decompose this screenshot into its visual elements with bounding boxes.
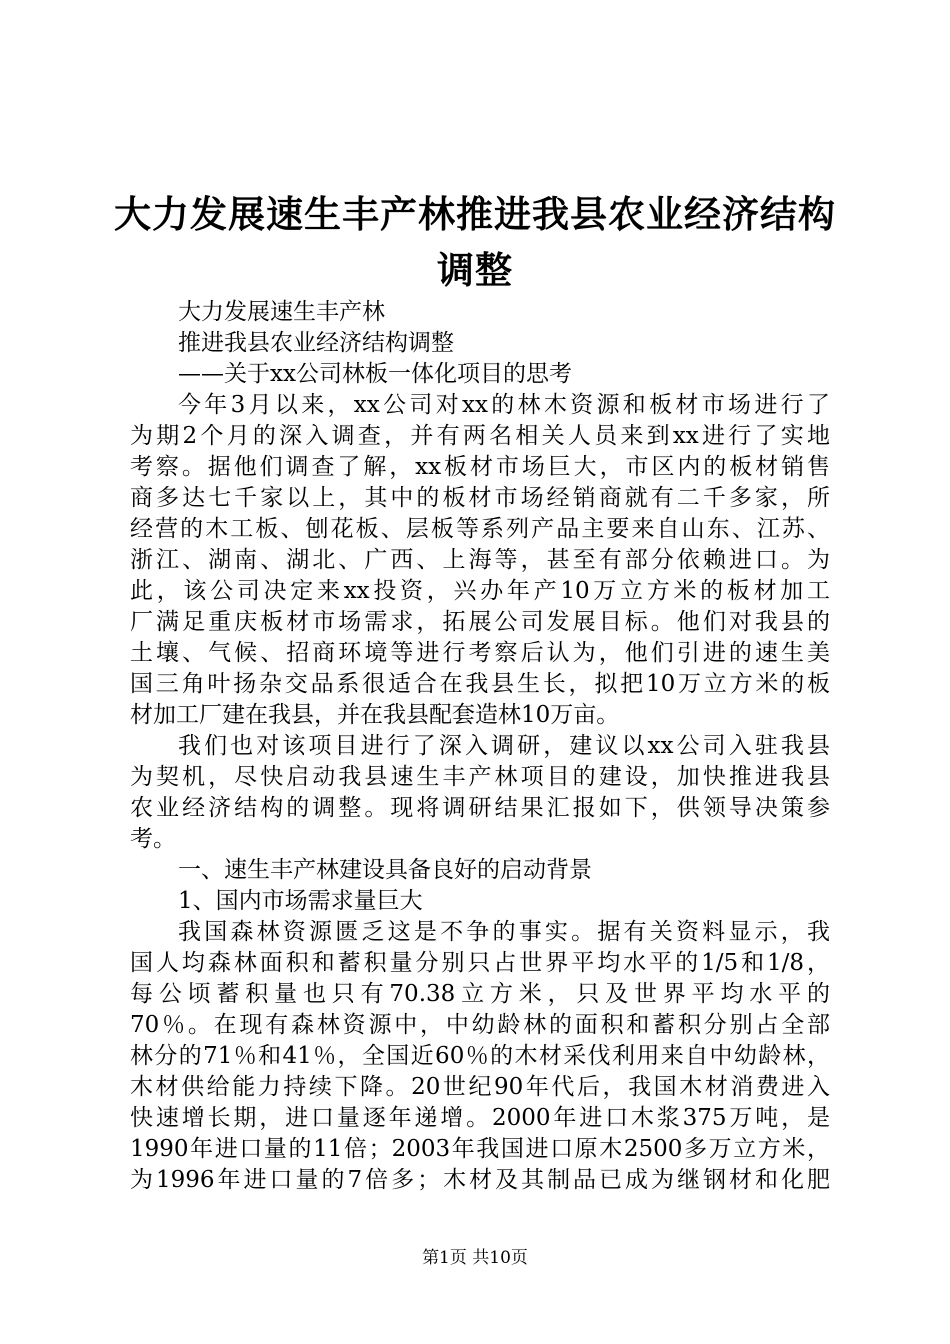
document-body bbox=[130, 297, 830, 1196]
document-title: 大力发展速生丰产林推进我县农业经济结构调整 bbox=[114, 192, 836, 292]
paragraph-line: 商多达七千家以上，其中的板材市场经销商就有二千多家，所 bbox=[130, 485, 830, 511]
paragraph-line: 此，该公司决定来xx投资，兴办年产10万立方米的板材加工 bbox=[130, 578, 830, 604]
subsection-heading: 1、国内市场需求量巨大 bbox=[178, 888, 423, 914]
section-heading: 一、速生丰产林建设具备良好的启动背景 bbox=[178, 857, 592, 883]
paragraph-line: 浙江、湖南、湖北、广西、上海等，甚至有部分依赖进口。为 bbox=[130, 547, 830, 573]
paragraph-line: 土壤、气候、招商环境等进行考察后认为，他们引进的速生美 bbox=[130, 640, 830, 666]
paragraph-line: 我国森林资源匮乏这是不争的事实。据有关资料显示，我 bbox=[178, 919, 830, 945]
paragraph-line: 林分的71％和41％，全国近60％的木材采伐利用来自中幼龄林， bbox=[130, 1043, 830, 1069]
paragraph-line: 考察。据他们调查了解，xx板材市场巨大，市区内的板材销售 bbox=[130, 454, 830, 480]
paragraph-line: 为期2个月的深入调查，并有两名相关人员来到xx进行了实地 bbox=[130, 423, 830, 449]
paragraph-line: 1990年进口量的11倍；2003年我国进口原木2500多万立方米， bbox=[130, 1136, 830, 1162]
paragraph-line: 考。 bbox=[130, 826, 176, 852]
subtitle-line: ——关于xx公司林板一体化项目的思考 bbox=[178, 361, 572, 387]
paragraph-line: 70％。在现有森林资源中，中幼龄林的面积和蓄积分别占全部 bbox=[130, 1012, 830, 1038]
page-number-footer: 第1页 共10页 bbox=[422, 1248, 528, 1268]
paragraph-line: 我们也对该项目进行了深入调研，建议以xx公司入驻我县 bbox=[178, 733, 830, 759]
paragraph-line: 农业经济结构的调整。现将调研结果汇报如下，供领导决策参 bbox=[130, 795, 830, 821]
paragraph-line: 厂满足重庆板材市场需求，拓展公司发展目标。他们对我县的 bbox=[130, 609, 830, 635]
paragraph-line: 快速增长期，进口量逐年递增。2000年进口木浆375万吨，是 bbox=[130, 1105, 830, 1131]
paragraph-line: 国三角叶扬杂交品系很适合在我县生长，拟把10万立方米的板 bbox=[130, 671, 830, 697]
paragraph-line: 国人均森林面积和蓄积量分别只占世界平均水平的1/5和1/8， bbox=[130, 950, 830, 976]
paragraph-line: 今年3月以来，xx公司对xx的林木资源和板材市场进行了 bbox=[178, 392, 830, 418]
paragraph-line: 为1996年进口量的7倍多；木材及其制品已成为继钢材和化肥 bbox=[130, 1167, 830, 1193]
paragraph-line: 经营的木工板、刨花板、层板等系列产品主要来自山东、江苏、 bbox=[130, 516, 830, 542]
paragraph-line: 材加工厂建在我县，并在我县配套造林10万亩。 bbox=[130, 702, 620, 728]
paragraph-line: 为契机，尽快启动我县速生丰产林项目的建设，加快推进我县 bbox=[130, 764, 830, 790]
paragraph-line: 木材供给能力持续下降。20世纪90年代后，我国木材消费进入 bbox=[130, 1074, 830, 1100]
subtitle-line: 大力发展速生丰产林 bbox=[178, 299, 385, 325]
subtitle-line: 推进我县农业经济结构调整 bbox=[178, 330, 454, 356]
paragraph-line: 每公顷蓄积量也只有70.38立方米，只及世界平均水平的 bbox=[130, 981, 830, 1007]
